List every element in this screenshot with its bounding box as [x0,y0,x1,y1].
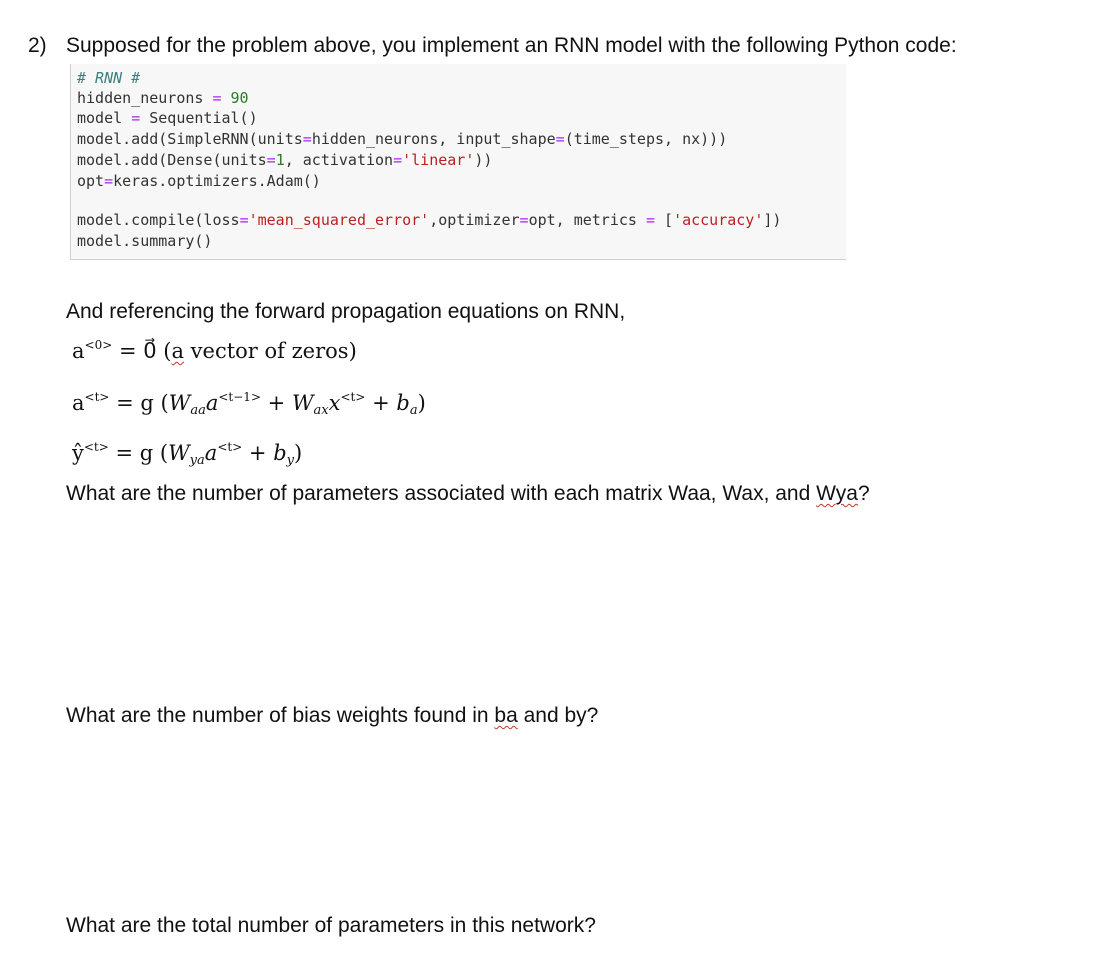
code-line-optimizer: opt=keras.optimizers.Adam() [77,172,321,190]
code-block [70,64,846,260]
question-number: 2) [28,34,47,57]
code-line-hidden-neurons: hidden_neurons = 90 [77,89,249,107]
equation-output: $ŷ^{<t>} = g$ $(W_{ya}a^{<t>} + b_y)$ [72,440,303,468]
equation-hidden-state: $a^{<t>} = g$ $(W_{aa}a^{<t-1>} + W_{ax}x^{<t>} + b_a)$ [72,390,426,418]
reference-text: And referencing the forward propagation equations on RNN, [66,300,626,323]
question-matrix-parameters: What are the number of parameters associated with each matrix Waa, Wax, and Wya? [66,482,870,505]
question-bias-weights: What are the number of bias weights found in ba and by? [66,704,599,727]
code-comment: # RNN # [77,69,141,87]
code-line-summary: model.summary() [77,232,213,250]
question-text: Supposed for the problem above, you implement an RNN model with the following Python code: [66,34,957,57]
question-total-parameters: What are the total number of parameters in this network? [66,914,596,937]
code-line-dense: model.add(Dense(units=1, activation='linear')) [77,151,493,169]
code-line-model: model = Sequential() [77,109,258,127]
question-heading [28,34,957,58]
code-line-compile: model.compile(loss='mean_squared_error',optimizer=opt, metrics = ['accuracy']) [77,211,782,229]
code-line-simplernn: model.add(SimpleRNN(units=hidden_neurons, input_shape=(time_steps, nx))) [77,130,728,148]
equation-initial-state: $a^{<0>}$ = 0⃗ (a vector of zeros) [72,338,357,363]
